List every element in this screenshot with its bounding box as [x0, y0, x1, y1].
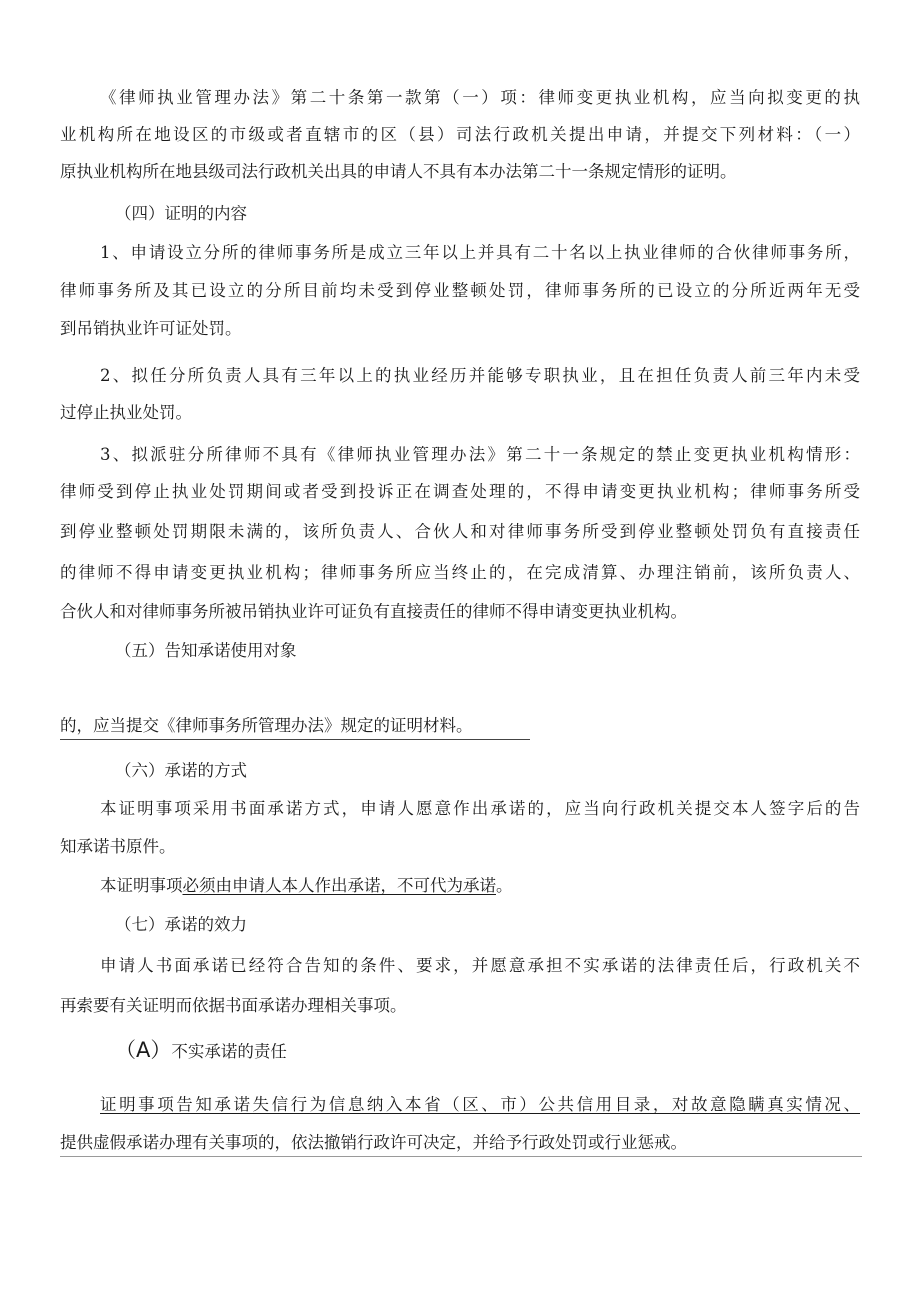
underline-rule: [60, 739, 530, 740]
underlined-text: 必须由申请人本人作出承诺，不可代为承诺: [182, 876, 496, 895]
paragraph-line: 原执业机构所在地县级司法行政机关出具的申请人不具有本办法第二十一条规定情形的证明。: [60, 162, 737, 181]
paragraph-line: 《律师执业管理办法》第二十条第一款第（一）项：律师变更执业机构，应当向拟变更的执: [100, 88, 860, 107]
paragraph-line: 合伙人和对律师事务所被吊销执业许可证负有直接责任的律师不得申请变更执业机构。: [60, 602, 687, 621]
paragraph-line: 到停业整顿处罚期限未满的，该所负责人、合伙人和对律师事务所受到停业整顿处罚负有直接责任: [60, 522, 860, 541]
bottom-rule: [60, 1156, 862, 1157]
paragraph-line: 到吊销执业许可证处罚。: [60, 319, 242, 338]
paragraph-line: 过停止执业处罚。: [60, 403, 192, 422]
paragraph-line: 律师事务所及其已设立的分所目前均未受到停业整顿处罚，律师事务所的已设立的分所近两年无受: [60, 281, 860, 300]
paragraph-line: 1、申请设立分所的律师事务所是成立三年以上并具有二十名以上执业律师的合伙律师事务所，: [100, 243, 860, 262]
paragraph-line: 2、拟任分所负责人具有三年以上的执业经历并能够专职执业，且在担任负责人前三年内未受: [100, 366, 860, 385]
paragraph-line: 律师受到停止执业处罚期间或者受到投诉正在调查处理的，不得申请变更执业机构；律师事务所受: [60, 482, 860, 501]
paragraph-line: 再索要有关证明而依据书面承诺办理相关事项。: [60, 996, 407, 1015]
heading-marker: （A）: [115, 1038, 172, 1062]
text-span: 。: [496, 876, 513, 895]
section-heading-5: （五）告知承诺使用对象: [115, 641, 297, 660]
paragraph-line: 本证明事项采用书面承诺方式，申请人愿意作出承诺的，应当向行政机关提交本人签字后的告: [100, 799, 860, 818]
paragraph-line: [100, 875, 860, 897]
paragraph-line: 的律师不得申请变更执业机构；律师事务所应当终止的，在完成清算、办理注销前，该所负责人、: [60, 563, 860, 582]
text-span: 本证明事项: [100, 876, 183, 895]
paragraph-line: 提供虚假承诺办理有关事项的，依法撤销行政许可决定，并给予行政处罚或行业惩戒。: [60, 1133, 687, 1152]
paragraph-line: 业机构所在地设区的市级或者直辖市的区（县）司法行政机关提出申请，并提交下列材料：（一）: [60, 125, 860, 144]
section-heading-6: （六）承诺的方式: [115, 761, 247, 780]
paragraph-line: 3、拟派驻分所律师不具有《律师执业管理办法》第二十一条规定的禁止变更执业机构情形：: [100, 445, 860, 464]
section-heading-4: （四）证明的内容: [115, 204, 247, 223]
heading-text: 不实承诺的责任: [171, 1042, 287, 1061]
paragraph-line: 的，应当提交《律师事务所管理办法》规定的证明材料。: [60, 716, 473, 735]
paragraph-line: 证明事项告知承诺失信行为信息纳入本省（区、市）公共信用目录，对故意隐瞒真实情况、: [100, 1095, 860, 1114]
section-heading-8: [115, 1036, 860, 1064]
section-heading-7: （七）承诺的效力: [115, 915, 247, 934]
paragraph-line: 知承诺书原件。: [60, 837, 176, 856]
paragraph-line: 申请人书面承诺已经符合告知的条件、要求，并愿意承担不实承诺的法律责任后，行政机关不: [100, 956, 860, 975]
